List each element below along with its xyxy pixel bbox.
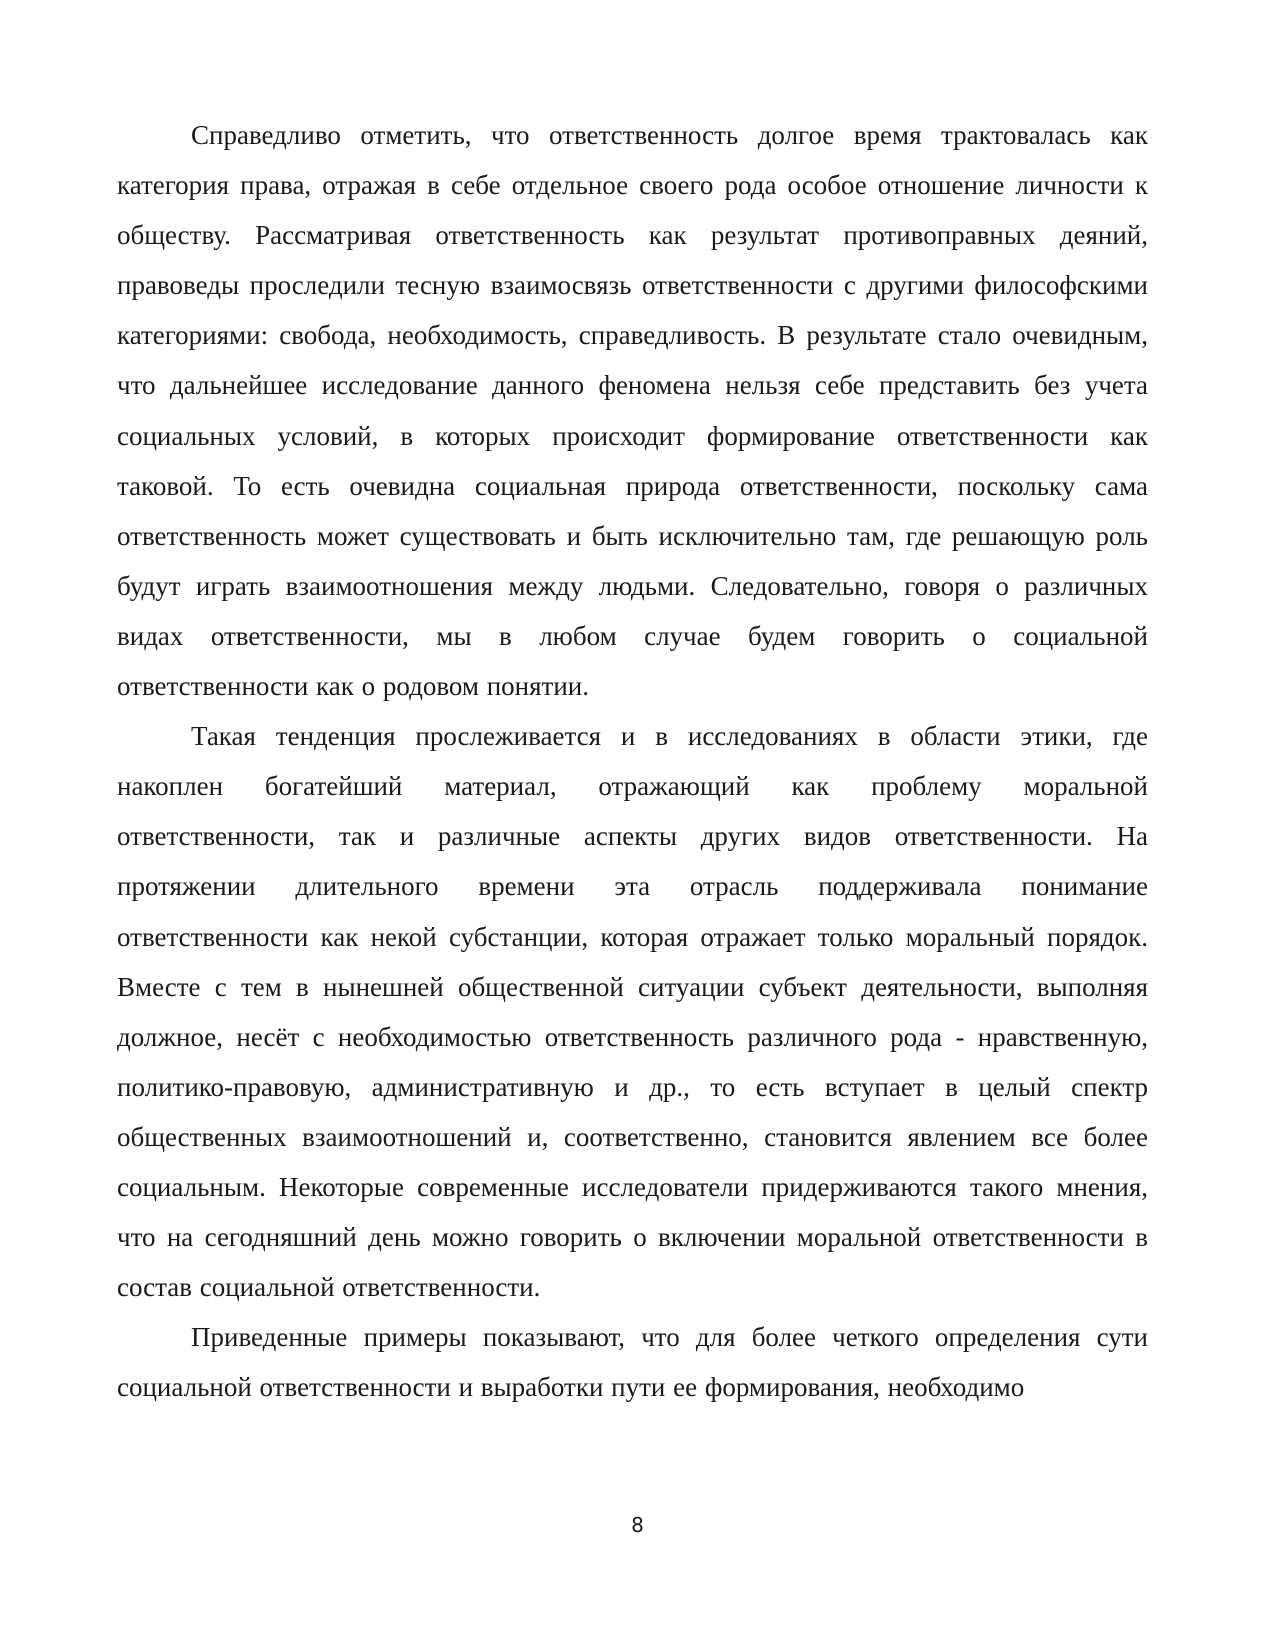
paragraph-2: Такая тенденция прослеживается и в исследованиях в области этики, где накоплен богатейший материал, отражающий как проблему моральной ответственности, так и различные аспекты других видов ответственности. На протяжении длительного времени эта отрасль поддерживала понимание ответственности как некой субстанции, которая отражает только моральный порядок. Вместе с тем в нынешней общественной ситуации субъект деятельности, выполняя должное, несёт с необходимостью ответственность различного рода - нравственную, политико-правовую, административную и др., то есть вступает в целый спектр общественных взаимоотношений и, соответственно, становится явлением все более социальным. Некоторые современные исследователи придерживаются такого мнения, что на сегодняшний день можно говорить о включении моральной ответственности в состав социальной ответственности. [117, 721, 1148, 1303]
paragraph-1: Справедливо отметить, что ответственность долгое время трактовалась как категория права, отражая в себе отдельное своего рода особое отношение личности к обществу. Рассматривая ответственность как результат противоправных деяний, правоведы проследили тесную взаимосвязь ответственности с другими философскими категориями: свобода, необходимость, справедливость. В результате стало очевидным, что дальнейшее исследование данного феномена нельзя себе представить без учета социальных условий, в которых происходит формирование ответственности как таковой. То есть очевидна социальная природа ответственности, поскольку сама ответственность может существовать и быть исключительно там, где решающую роль будут играть взаимоотношения между людьми. Следовательно, говоря о различных видах ответственности, мы в любом случае будем говорить о социальной ответственности как о родовом понятии. [117, 120, 1148, 702]
paragraph-3: Приведенные примеры показывают, что для более четкого определения сути социальной ответственности и выработки пути ее формирования, необходимо [117, 1322, 1148, 1403]
text-body [117, 110, 1148, 1412]
page-number: 8 [631, 1513, 644, 1537]
